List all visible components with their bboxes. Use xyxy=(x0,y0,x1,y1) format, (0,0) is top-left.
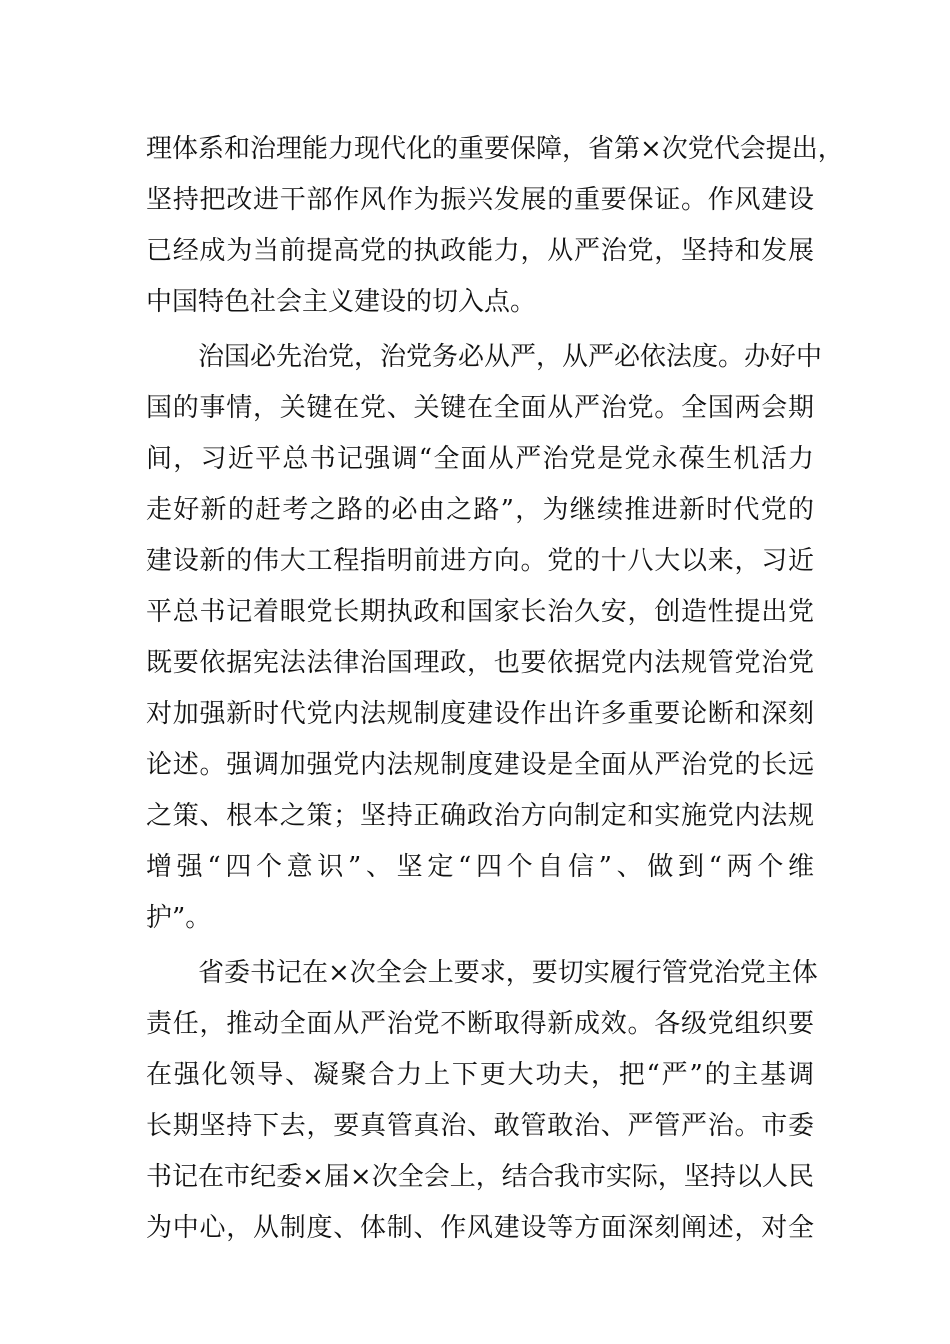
text-line: 对加强新时代党内法规制度建设作出许多重要论断和深刻 xyxy=(146,699,814,729)
text-line: 间，习近平总书记强调“全面从严治党是党永葆生机活力 xyxy=(146,444,814,474)
text-line: 为中心，从制度、体制、作风建设等方面深刻阐述，对全 xyxy=(146,1213,814,1243)
text-line: 书记在市纪委×届×次全会上，结合我市实际，坚持以人民 xyxy=(146,1162,814,1192)
text-line: 建设新的伟大工程指明前进方向。党的十八大以来，习近 xyxy=(146,546,814,576)
paragraph-1 xyxy=(146,124,844,328)
document-body xyxy=(146,124,844,1254)
text-line: 国的事情，关键在党、关键在全面从严治党。全国两会期 xyxy=(146,393,814,423)
text-line: 治国必先治党，治党务必从严，从严必依法度。办好中 xyxy=(198,342,823,372)
text-line: 论述。强调加强党内法规制度建设是全面从严治党的长远 xyxy=(146,750,814,780)
text-line: 坚持把改进干部作风作为振兴发展的重要保证。作风建设 xyxy=(146,185,814,215)
text-line: 增强“四个意识”、坚定“四个自信”、做到“两个维 xyxy=(146,852,814,882)
text-line: 既要依据宪法法律治国理政，也要依据党内法规管党治党 xyxy=(146,648,814,678)
text-line: 已经成为当前提高党的执政能力，从严治党，坚持和发展 xyxy=(146,236,814,266)
paragraph-3 xyxy=(146,948,818,1254)
text-line: 长期坚持下去，要真管真治、敢管敢治、严管严治。市委 xyxy=(146,1111,814,1141)
paragraph-2 xyxy=(146,332,823,944)
text-line: 平总书记着眼党长期执政和国家长治久安，创造性提出党 xyxy=(146,597,814,627)
text-line: 责任，推动全面从严治党不断取得新成效。各级党组织要 xyxy=(146,1009,814,1039)
text-line: 省委书记在×次全会上要求，要切实履行管党治党主体 xyxy=(198,958,818,988)
text-line: 走好新的赶考之路的必由之路”，为继续推进新时代党的 xyxy=(146,495,814,525)
text-line: 中国特色社会主义建设的切入点。 xyxy=(146,287,537,317)
text-line: 在强化领导、凝聚合力上下更大功夫，把“严”的主基调 xyxy=(146,1060,814,1090)
text-line: 理体系和治理能力现代化的重要保障，省第×次党代会提出， xyxy=(146,134,844,164)
text-line: 之策、根本之策；坚持正确政治方向制定和实施党内法规 xyxy=(146,801,814,831)
text-line: 护”。 xyxy=(146,903,212,933)
